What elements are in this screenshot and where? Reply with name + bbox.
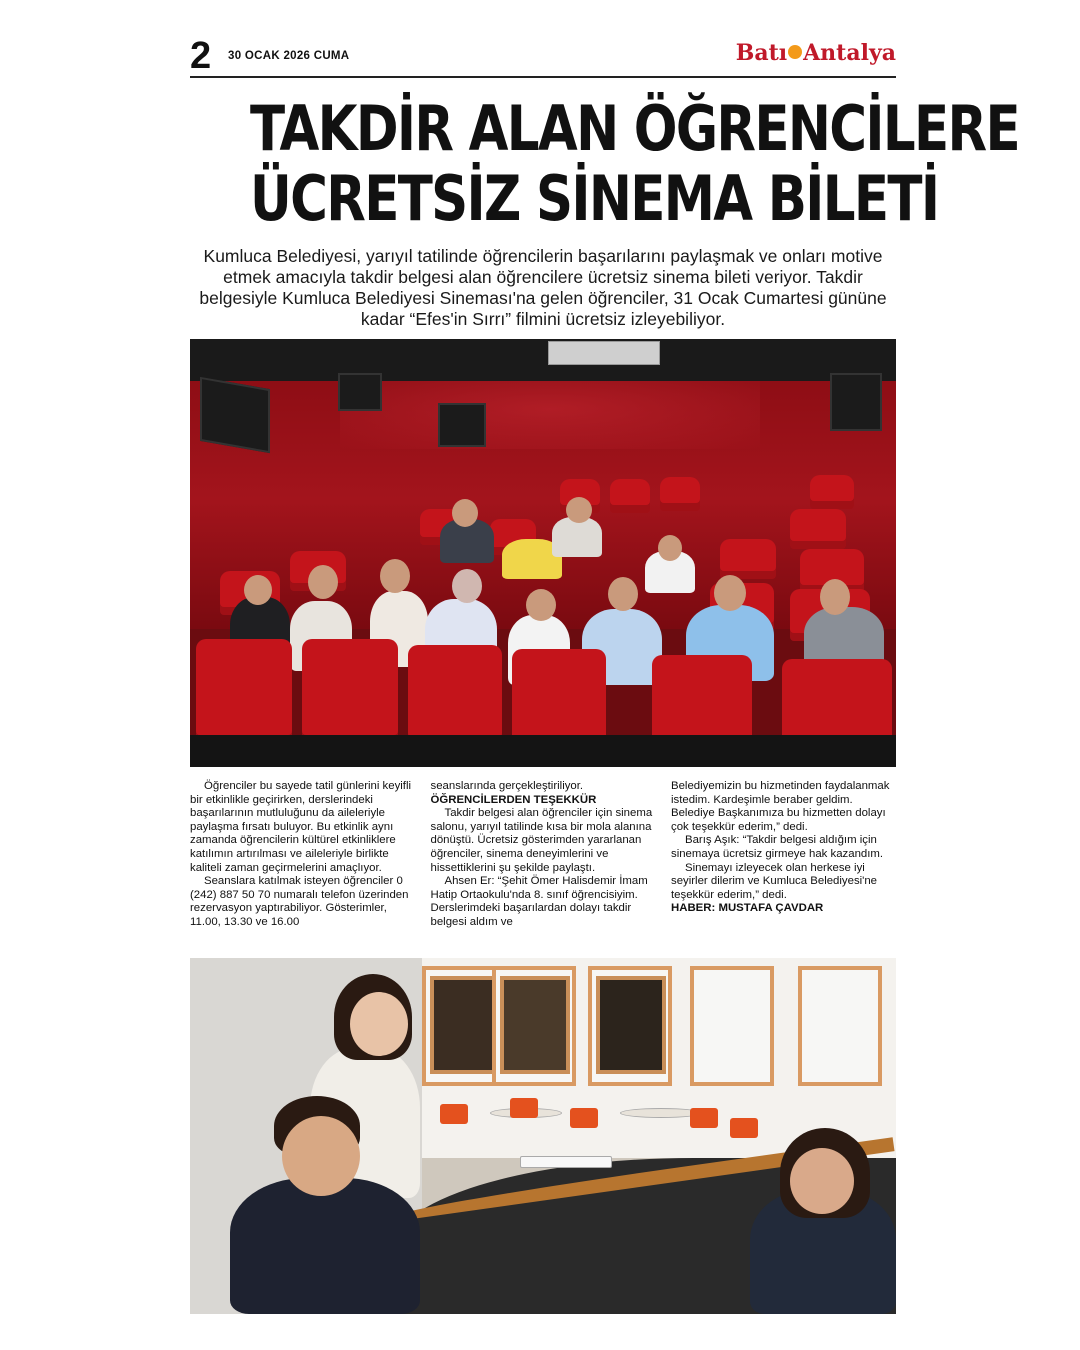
logo-text-bati: Batı: [735, 40, 788, 66]
cinema-hall-photo: [190, 339, 896, 767]
paragraph: Belediyemizin bu hizmetinden faydalanmak istedim. Kardeşimle beraber geldim. Belediye Başkanımıza bu hizmetten dolayı çok teşekkür ederim,” dedi.: [671, 780, 890, 833]
paragraph: Sinemayı izleyecek olan herkese iyi seyirler dilerim ve Kumluca Belediyesi'ne teşekkür ederim,” dedi.: [671, 861, 878, 901]
cinema-seat: [302, 639, 398, 743]
sun-icon: [788, 45, 802, 59]
cinema-seat: [810, 475, 854, 509]
newspaper-page: [190, 35, 1019, 928]
paragraph: Takdir belgesi alan öğrenciler için sinema salonu, yarıyıl tatilinde kısa bir mola alanına dönüştü. Ücretsiz gösterimden yararlanan öğrenciler, sinema deneyimlerini ve hissettiklerini şu şekilde paylaştı.: [430, 807, 653, 874]
poster-frame: [798, 966, 882, 1086]
cinema-seat: [790, 509, 846, 549]
ceiling: [190, 339, 896, 381]
cinema-seat: [660, 477, 700, 511]
article-column-2: [431, 780, 656, 930]
student-boy: [230, 1178, 420, 1314]
paragraph: Seanslara katılmak isteyen öğrenciler 0 (242) 887 50 70 numaralı telefon üzerinden rezervasyon yaptırabiliyor. Gösterimler, 11.00, 13.30 ve 16.00: [190, 875, 409, 928]
cinema-seat: [610, 479, 650, 513]
logo-text-antalya: Antalya: [803, 40, 896, 66]
cinema-seat: [512, 649, 606, 749]
article-column-1: [190, 780, 415, 930]
movie-poster: [500, 976, 570, 1074]
page-number: 2: [190, 35, 212, 77]
newspaper-logo: [736, 40, 896, 66]
issue-date: 30 OCAK 2026 CUMA: [228, 50, 350, 62]
speaker-icon: [338, 373, 382, 411]
byline: HABER: MUSTAFA ÇAVDAR: [671, 902, 824, 915]
cinema-seat: [720, 539, 776, 579]
orange-chair: [510, 1098, 538, 1118]
article-columns: [190, 780, 896, 930]
cinema-seat: [408, 645, 502, 745]
speaker-icon: [200, 377, 270, 453]
headline-line-2: ÜCRETSİZ SİNEMA BİLETİ: [250, 162, 939, 235]
orange-chair: [690, 1108, 718, 1128]
audience-member: [552, 517, 602, 557]
paragraph: Öğrenciler bu sayede tatil günlerini keyifli bir etkinlikle geçirirken, derslerindeki başarılarının mutluluğunu da aileleriyle paylaşma fırsatı buluyor. Bu etkinlik aynı zamanda öğrencilerin kültürel etkinliklere katılımın artırılması ve aileleriyle birlikte kaliteli zaman geçirmelerini amaçlıyor.: [190, 780, 412, 874]
article-column-3: [671, 780, 896, 930]
movie-poster: [430, 976, 500, 1074]
orange-chair: [570, 1108, 598, 1128]
headline-line-1: TAKDİR ALAN ÖĞRENCİLERE: [250, 92, 1019, 165]
ticket: [520, 1156, 612, 1168]
cinema-lobby-photo: [190, 958, 896, 1314]
poster-frame: [690, 966, 774, 1086]
cinema-seat: [196, 639, 292, 743]
lead-paragraph: Kumluca Belediyesi, yarıyıl tatilinde öğrencilerin başarılarını paylaşmak ve onları motive etmek amacıyla takdir belgesi alan öğrencilere ücretsiz sinema bileti veriyor. Takdir belgesiyle Kumluca Belediyesi Sineması'na gelen öğrenciler, 31 Ocak Cumartesi gününe kadar “Efes'in Sırrı” filmini ücretsiz izleyebiliyor.: [199, 246, 887, 329]
orange-chair: [730, 1118, 758, 1138]
paragraph: Ahsen Er: “Şehit Ömer Halisdemir İmam Hatip Ortaokulu'nda 8. sınıf öğrencisiyim. Derslerimdeki başarılardan dolayı takdir belgesi aldım ve: [430, 875, 648, 928]
air-conditioner: [548, 341, 660, 365]
orange-chair: [440, 1104, 468, 1124]
subheading: ÖĞRENCİLERDEN TEŞEKKÜR: [430, 793, 597, 806]
paragraph: seanslarında gerçekleştiriliyor.: [430, 780, 584, 792]
headline: [190, 92, 1019, 235]
speaker-icon: [438, 403, 486, 447]
speaker-icon: [830, 373, 882, 431]
paragraph: Barış Aşık: “Takdir belgesi aldığım için sinemaya ücretsiz girmeye hak kazandım.: [671, 834, 884, 860]
movie-poster: [596, 976, 666, 1074]
page-header: [190, 36, 896, 78]
